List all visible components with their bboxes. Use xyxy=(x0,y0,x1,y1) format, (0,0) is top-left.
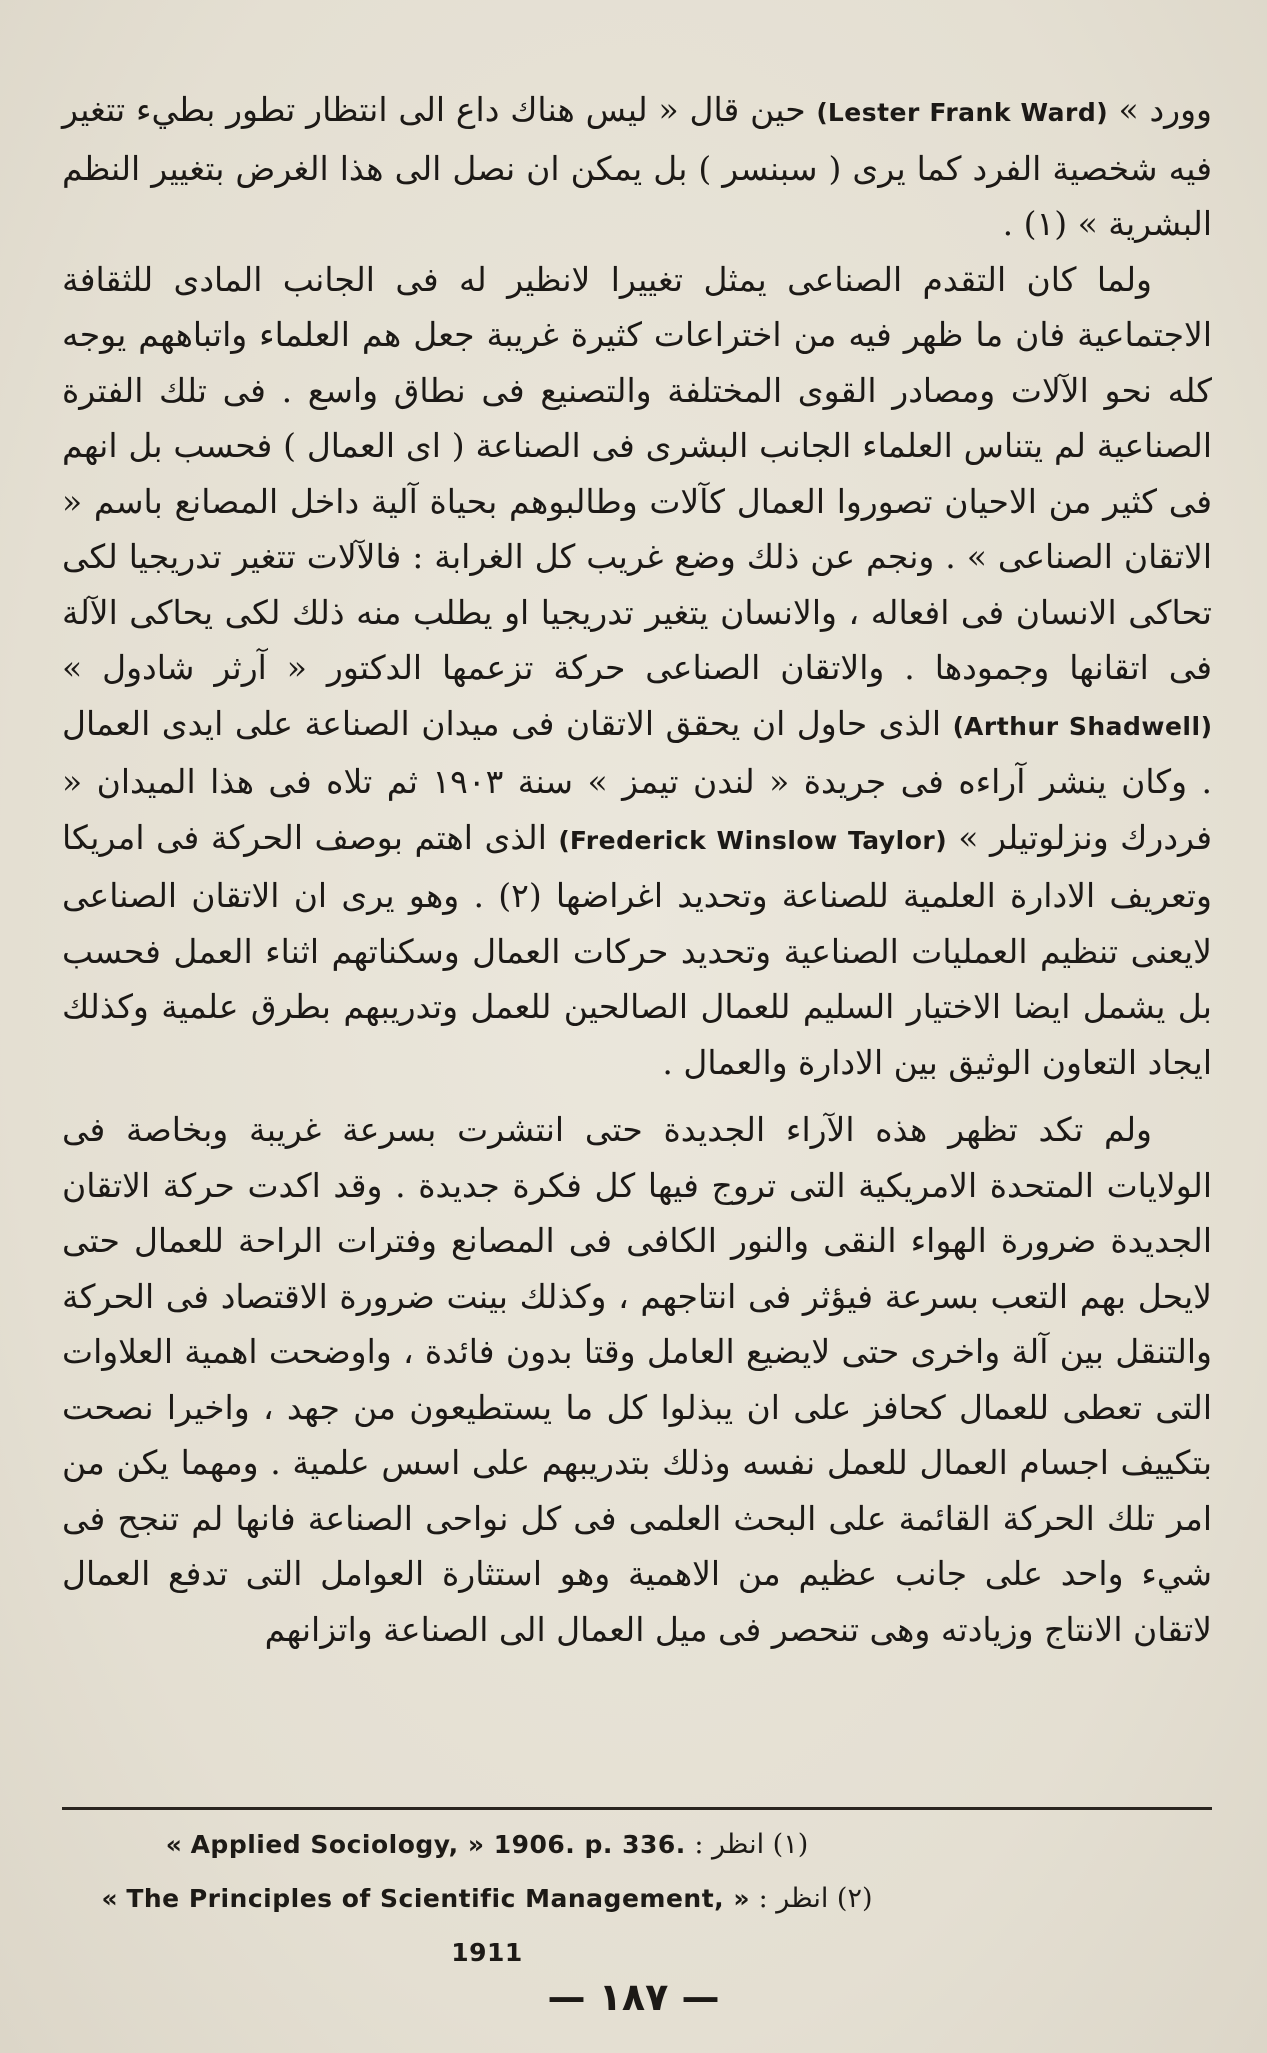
text-run: الذى اهتم بوصف الحركة فى امريكا وتعريف الادارة العلمية للصناعة وتحديد اغراضها (٢) . وهو يرى ان الاتقان الصناعى لايعنى تنظيم العمليات الصناعية وتحديد حركات العمال وسكناتهم اثناء العمل فحسب بل يشمل ايضا الاختيار السليم للعمال الصالحين للعمل وتدريبهم بطرق علمية وكذلك ايجاد التعاون الوثيق بين الادارة والعمال . xyxy=(62,817,1212,1082)
footnote-divider xyxy=(62,1807,1212,1810)
page-number: — ١٨٧ — xyxy=(547,1975,720,2019)
text-run: وورد » xyxy=(1107,90,1212,129)
latin-name: (Arthur Shadwell) xyxy=(952,711,1213,741)
footnote-1-number: (١) انظر : xyxy=(694,1829,809,1860)
footnote-2-reference: « The Principles of Scientific Management, » 1911 xyxy=(101,1884,751,1967)
text-run: حين قال « ليس هناك داع الى انتظار تطور بطيء تتغير فيه شخصية الفرد كما يرى ( سبنسر ) بل يمكن ان نصل الى هذا الغرض بتغيير النظم البشرية » (١) . xyxy=(62,90,1212,243)
text-run: الذى حاول ان يحقق الاتقان فى ميدان الصناعة على ايدى العمال . وكان ينشر آراءه فى جريدة « لندن تيمز » سنة ١٩٠٣ ثم تلاه فى هذا الميدان « فردرك ونزلوتيلر » xyxy=(62,703,1212,857)
page-body-text xyxy=(62,82,1212,1657)
footnote-1-reference: « Applied Sociology, » 1906. p. 336. xyxy=(165,1830,686,1859)
text-run: ولما كان التقدم الصناعى يمثل تغييرا لانظير له فى الجانب المادى للثقافة الاجتماعية فان ما ظهر فيه من اختراعات كثيرة غريبة جعل هم العلماء واتباههم يوجه كله نحو الآلات ومصادر القوى المختلفة والتصنيع فى نطاق واسع . فى تلك الفترة الصناعية لم يتناس العلماء الجانب البشرى فى الصناعة ( اى العمال ) فحسب بل انهم فى كثير من الاحيان تصوروا العمال كآلات وطالبوهم بحياة آلية داخل المصانع باسم « الاتقان الصناعى » . ونجم عن ذلك وضع غريب كل الغرابة : فالآلات تتغير تدريجيا لكى تحاكى الانسان فى افعاله ، والانسان يتغير تدريجيا او يطلب منه ذلك لكى يحاكى الآلة فى اتقانها وجمودها . والاتقان الصناعى حركة تزعمها الدكتور « آرثر شادول » xyxy=(62,259,1212,687)
latin-name: (Lester Frank Ward) xyxy=(816,98,1108,127)
paragraph-1 xyxy=(62,82,1212,252)
latin-name: (Frederick Winslow Taylor) xyxy=(558,825,947,855)
paragraph-2 xyxy=(62,252,1212,1091)
footnote-2 xyxy=(62,1872,1212,1980)
footnotes xyxy=(62,1818,1212,1980)
text-run: ولم تكد تظهر هذه الآراء الجديدة حتى انتشرت بسرعة غريبة وبخاصة فى الولايات المتحدة الامريكية التى تروج فيها كل فكرة جديدة . وقد اكدت حركة الاتقان الجديدة ضرورة الهواء النقى والنور الكافى فى المصانع وفترات الراحة للعمال حتى لايحل بهم التعب بسرعة فيؤثر فى انتاجهم ، وكذلك بينت ضرورة الاقتصاد فى الحركة والتنقل بين آلة واخرى حتى لايضيع العامل وقتا بدون فائدة ، واوضحت اهمية العلاوات التى تعطى للعمال كحافز على ان يبذلوا كل ما يستطيعون من جهد ، واخيرا نصحت بتكييف اجسام العمال للعمل نفسه وذلك بتدريبهم على اسس علمية . ومهما يكن من امر تلك الحركة القائمة على البحث العلمى فى كل نواحى الصناعة فانها لم تنجح فى شيء واحد على جانب عظيم من الاهمية وهو استثارة العوامل التى تدفع العمال لاتقان الانتاج وزيادته وهى تنحصر فى ميل العمال الى الصناعة واتزانهم xyxy=(62,1110,1212,1649)
paragraph-3 xyxy=(62,1102,1212,1657)
footnote-2-number: (٢) انظر : xyxy=(758,1883,873,1914)
footnote-1 xyxy=(62,1818,1212,1872)
